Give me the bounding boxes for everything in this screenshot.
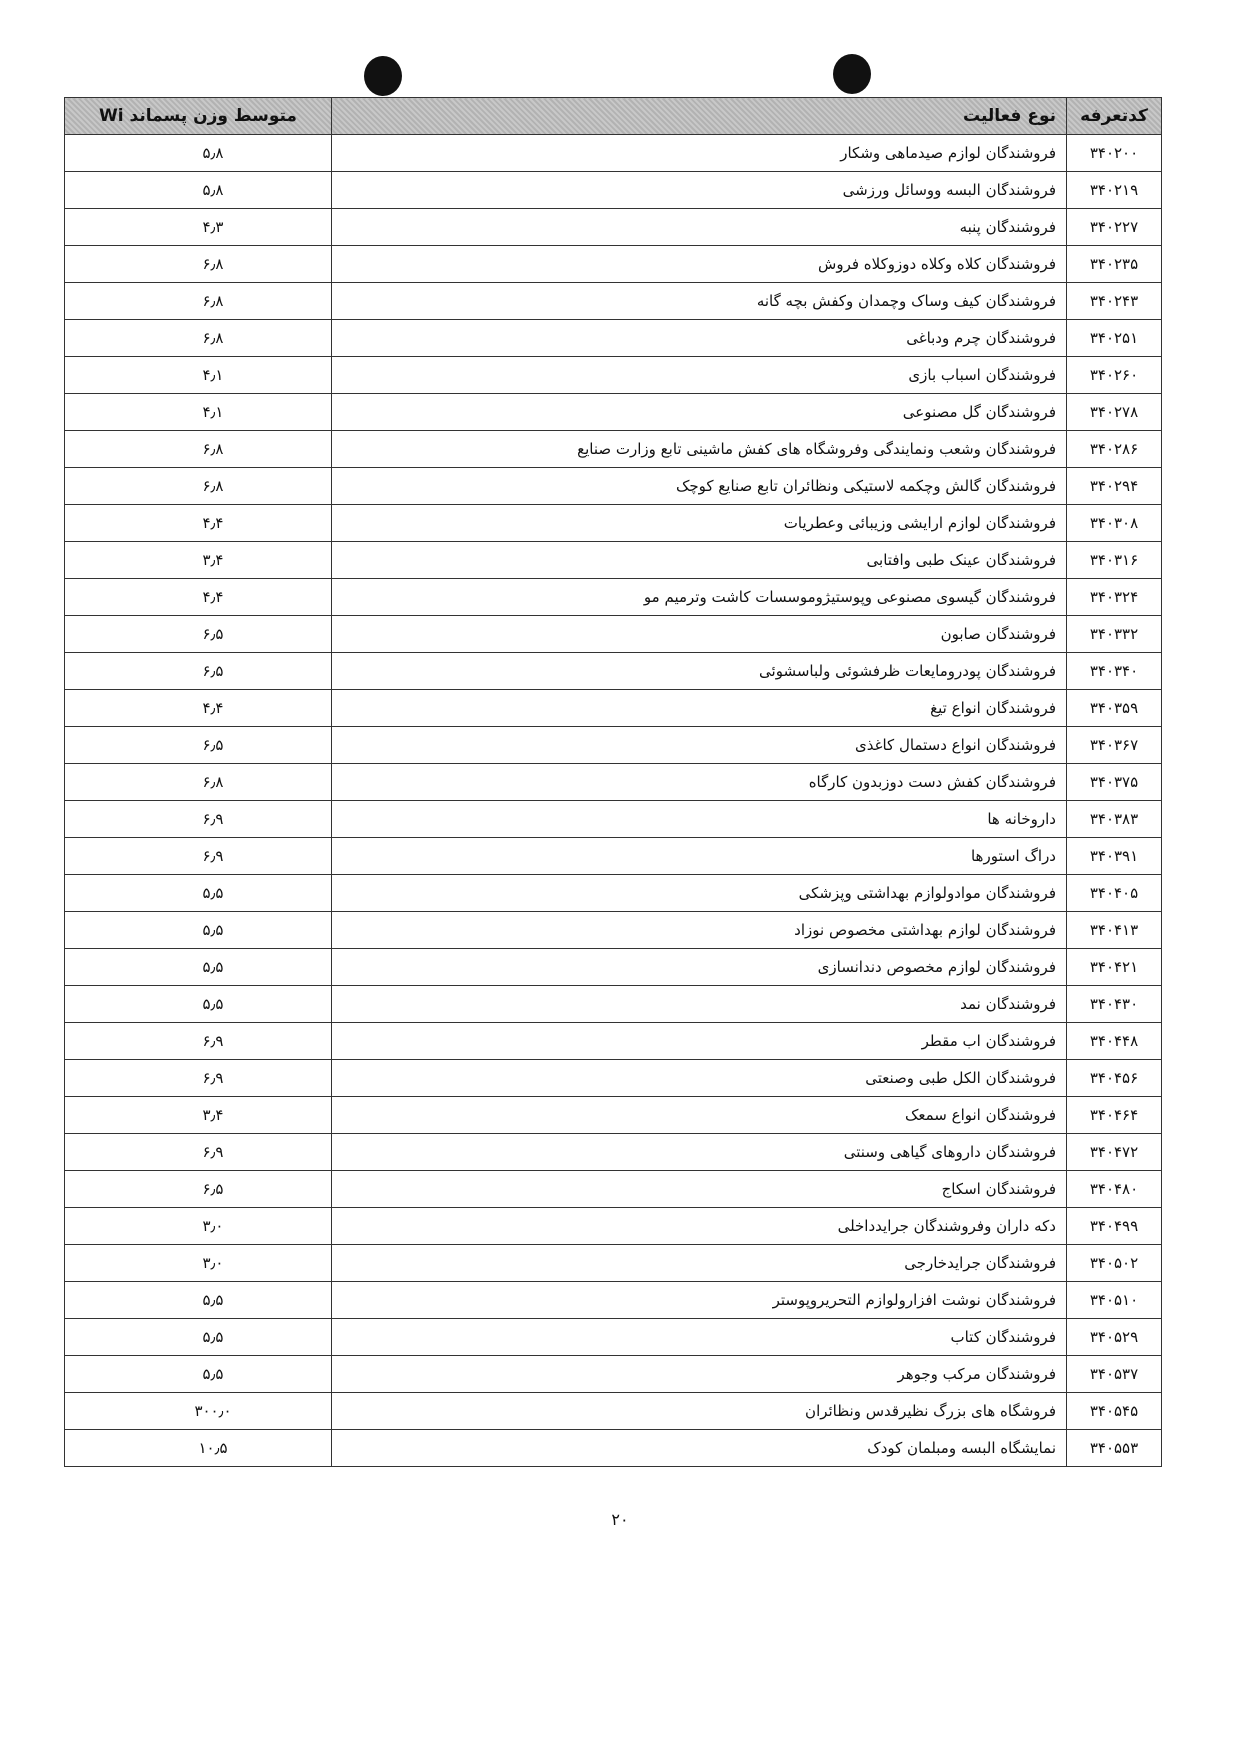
activity-cell: فروشندگان گل مصنوعی	[332, 394, 1067, 431]
waste-weight-cell: ۶٫۸	[65, 320, 332, 357]
tariff-code-cell: ۳۴۰۲۶۰	[1067, 357, 1162, 394]
tariff-code-cell: ۳۴۰۳۲۴	[1067, 579, 1162, 616]
page-number: ۲۰	[611, 1510, 629, 1529]
activity-cell: فروشندگان لوازم بهداشتی مخصوص نوزاد	[332, 912, 1067, 949]
activity-cell: فروشندگان چرم ودباغی	[332, 320, 1067, 357]
activity-cell: فروشندگان پودرومایعات ظرفشوئی ولباسشوئی	[332, 653, 1067, 690]
table-row	[65, 1097, 1162, 1134]
activity-cell: فروشندگان انواع سمعک	[332, 1097, 1067, 1134]
waste-weight-cell: ۶٫۸	[65, 468, 332, 505]
activity-cell: فروشندگان انواع دستمال کاغذی	[332, 727, 1067, 764]
tariff-code-cell: ۳۴۰۳۰۸	[1067, 505, 1162, 542]
waste-weight-cell: ۴٫۴	[65, 579, 332, 616]
tariff-code-cell: ۳۴۰۲۴۳	[1067, 283, 1162, 320]
waste-weight-cell: ۵٫۸	[65, 172, 332, 209]
table-row	[65, 1319, 1162, 1356]
header-code: کدتعرفه	[1067, 98, 1162, 135]
table-header-row	[65, 98, 1162, 135]
activity-cell: فروشندگان نمد	[332, 986, 1067, 1023]
waste-weight-cell: ۶٫۵	[65, 727, 332, 764]
tariff-code-cell: ۳۴۰۲۳۵	[1067, 246, 1162, 283]
table-row	[65, 1430, 1162, 1467]
table-row	[65, 690, 1162, 727]
table-row	[65, 320, 1162, 357]
tariff-code-cell: ۳۴۰۲۰۰	[1067, 135, 1162, 172]
activity-cell: فروشگاه های بزرگ نظیرقدس ونظائران	[332, 1393, 1067, 1430]
tariff-code-cell: ۳۴۰۳۸۳	[1067, 801, 1162, 838]
table-row	[65, 542, 1162, 579]
table-row	[65, 1356, 1162, 1393]
tariff-code-cell: ۳۴۰۲۲۷	[1067, 209, 1162, 246]
tariff-code-cell: ۳۴۰۵۴۵	[1067, 1393, 1162, 1430]
activity-cell: فروشندگان نوشت افزارولوازم التحریروپوستر	[332, 1282, 1067, 1319]
activity-cell: فروشندگان لوازم ارایشی وزیبائی وعطریات	[332, 505, 1067, 542]
tariff-code-cell: ۳۴۰۲۵۱	[1067, 320, 1162, 357]
tariff-code-cell: ۳۴۰۳۷۵	[1067, 764, 1162, 801]
tariff-code-cell: ۳۴۰۳۱۶	[1067, 542, 1162, 579]
activity-cell: فروشندگان جرایدخارجی	[332, 1245, 1067, 1282]
tariff-code-cell: ۳۴۰۴۸۰	[1067, 1171, 1162, 1208]
activity-cell: فروشندگان کلاه وکلاه دوزوکلاه فروش	[332, 246, 1067, 283]
activity-cell: فروشندگان البسه ووسائل ورزشی	[332, 172, 1067, 209]
tariff-code-cell: ۳۴۰۴۷۲	[1067, 1134, 1162, 1171]
waste-weight-cell: ۶٫۹	[65, 1134, 332, 1171]
activity-cell: فروشندگان صابون	[332, 616, 1067, 653]
activity-cell: فروشندگان لوازم صیدماهی وشکار	[332, 135, 1067, 172]
table-row	[65, 986, 1162, 1023]
waste-weight-cell: ۵٫۵	[65, 875, 332, 912]
waste-weight-cell: ۴٫۴	[65, 505, 332, 542]
waste-weight-cell: ۶٫۵	[65, 653, 332, 690]
waste-weight-cell: ۵٫۵	[65, 1356, 332, 1393]
activity-cell: فروشندگان انواع تیغ	[332, 690, 1067, 727]
waste-weight-cell: ۶٫۹	[65, 1060, 332, 1097]
table-row	[65, 135, 1162, 172]
tariff-code-cell: ۳۴۰۵۰۲	[1067, 1245, 1162, 1282]
waste-weight-cell: ۵٫۵	[65, 912, 332, 949]
tariff-code-cell: ۳۴۰۳۵۹	[1067, 690, 1162, 727]
tariff-code-cell: ۳۴۰۴۴۸	[1067, 1023, 1162, 1060]
waste-weight-cell: ۶٫۹	[65, 801, 332, 838]
activity-cell: فروشندگان پنبه	[332, 209, 1067, 246]
waste-weight-cell: ۱۰٫۵	[65, 1430, 332, 1467]
activity-cell: فروشندگان کفش دست دوزبدون کارگاه	[332, 764, 1067, 801]
table-row	[65, 431, 1162, 468]
waste-weight-cell: ۵٫۵	[65, 986, 332, 1023]
activity-cell: فروشندگان داروهای گیاهی وسنتی	[332, 1134, 1067, 1171]
table-row	[65, 764, 1162, 801]
activity-cell: فروشندگان اسباب بازی	[332, 357, 1067, 394]
tariff-code-cell: ۳۴۰۴۲۱	[1067, 949, 1162, 986]
table-row	[65, 357, 1162, 394]
tariff-code-cell: ۳۴۰۴۹۹	[1067, 1208, 1162, 1245]
tariff-code-cell: ۳۴۰۳۹۱	[1067, 838, 1162, 875]
activity-cell: فروشندگان گیسوی مصنوعی وپوستیژوموسسات کاشت وترمیم مو	[332, 579, 1067, 616]
header-activity: نوع فعالیت	[332, 98, 1067, 135]
tariff-code-cell: ۳۴۰۲۹۴	[1067, 468, 1162, 505]
table-row	[65, 505, 1162, 542]
waste-weight-cell: ۳٫۴	[65, 542, 332, 579]
tariff-code-cell: ۳۴۰۵۵۳	[1067, 1430, 1162, 1467]
table-row	[65, 1245, 1162, 1282]
waste-weight-cell: ۳۰۰٫۰	[65, 1393, 332, 1430]
tariff-code-cell: ۳۴۰۴۶۴	[1067, 1097, 1162, 1134]
waste-weight-cell: ۳٫۰	[65, 1245, 332, 1282]
activity-cell: دکه داران وفروشندگان جرایدداخلی	[332, 1208, 1067, 1245]
waste-weight-cell: ۶٫۵	[65, 616, 332, 653]
tariff-code-cell: ۳۴۰۲۸۶	[1067, 431, 1162, 468]
waste-weight-cell: ۶٫۸	[65, 431, 332, 468]
table-row	[65, 394, 1162, 431]
table-row	[65, 1393, 1162, 1430]
activity-cell: فروشندگان لوازم مخصوص دندانسازی	[332, 949, 1067, 986]
tariff-code-cell: ۳۴۰۳۳۲	[1067, 616, 1162, 653]
waste-weight-cell: ۵٫۸	[65, 135, 332, 172]
waste-weight-cell: ۵٫۵	[65, 949, 332, 986]
activity-cell: فروشندگان اسکاج	[332, 1171, 1067, 1208]
table-row	[65, 1060, 1162, 1097]
table-row	[65, 838, 1162, 875]
tariff-code-cell: ۳۴۰۵۲۹	[1067, 1319, 1162, 1356]
tariff-code-cell: ۳۴۰۳۴۰	[1067, 653, 1162, 690]
table-row	[65, 912, 1162, 949]
waste-weight-cell: ۴٫۱	[65, 357, 332, 394]
activity-cell: فروشندگان الکل طبی وصنعتی	[332, 1060, 1067, 1097]
punch-hole-right	[833, 54, 871, 94]
waste-weight-cell: ۴٫۳	[65, 209, 332, 246]
tariff-code-cell: ۳۴۰۴۳۰	[1067, 986, 1162, 1023]
activity-cell: فروشندگان کیف وساک وچمدان وکفش بچه گانه	[332, 283, 1067, 320]
table-row	[65, 616, 1162, 653]
table-row	[65, 1171, 1162, 1208]
table-row	[65, 172, 1162, 209]
activity-cell: فروشندگان اب مقطر	[332, 1023, 1067, 1060]
waste-weight-cell: ۳٫۴	[65, 1097, 332, 1134]
table-row	[65, 579, 1162, 616]
table-row	[65, 468, 1162, 505]
activity-cell: داروخانه ها	[332, 801, 1067, 838]
table-row	[65, 283, 1162, 320]
waste-weight-cell: ۵٫۵	[65, 1282, 332, 1319]
waste-weight-cell: ۶٫۸	[65, 283, 332, 320]
table-row	[65, 1134, 1162, 1171]
table-row	[65, 801, 1162, 838]
tariff-code-cell: ۳۴۰۵۳۷	[1067, 1356, 1162, 1393]
waste-weight-cell: ۴٫۱	[65, 394, 332, 431]
waste-weight-cell: ۶٫۹	[65, 838, 332, 875]
tariff-code-cell: ۳۴۰۳۶۷	[1067, 727, 1162, 764]
tariff-code-cell: ۳۴۰۲۷۸	[1067, 394, 1162, 431]
waste-weight-cell: ۴٫۴	[65, 690, 332, 727]
waste-weight-cell: ۶٫۵	[65, 1171, 332, 1208]
table-row	[65, 246, 1162, 283]
activity-cell: فروشندگان مرکب وجوهر	[332, 1356, 1067, 1393]
activity-cell: فروشندگان گالش وچکمه لاستیکی ونظائران تابع صنایع کوچک	[332, 468, 1067, 505]
table-row	[65, 727, 1162, 764]
table-row	[65, 1282, 1162, 1319]
activity-cell: نمایشگاه البسه ومبلمان کودک	[332, 1430, 1067, 1467]
table-row	[65, 1023, 1162, 1060]
waste-weight-cell: ۵٫۵	[65, 1319, 332, 1356]
activity-cell: فروشندگان کتاب	[332, 1319, 1067, 1356]
waste-weight-cell: ۶٫۹	[65, 1023, 332, 1060]
table-row	[65, 949, 1162, 986]
waste-weight-cell: ۶٫۸	[65, 246, 332, 283]
waste-weight-cell: ۶٫۸	[65, 764, 332, 801]
tariff-code-cell: ۳۴۰۲۱۹	[1067, 172, 1162, 209]
activity-cell: دراگ استورها	[332, 838, 1067, 875]
table-row	[65, 1208, 1162, 1245]
activity-cell: فروشندگان موادولوازم بهداشتی وپزشکی	[332, 875, 1067, 912]
activity-cell: فروشندگان عینک طبی وافتابی	[332, 542, 1067, 579]
tariff-code-cell: ۳۴۰۴۱۳	[1067, 912, 1162, 949]
activity-cell: فروشندگان وشعب ونمایندگی وفروشگاه های کفش ماشینی تابع وزارت صنایع	[332, 431, 1067, 468]
tariff-code-cell: ۳۴۰۴۵۶	[1067, 1060, 1162, 1097]
tariff-code-cell: ۳۴۰۴۰۵	[1067, 875, 1162, 912]
header-weight: متوسط وزن پسماند Wi	[65, 98, 332, 135]
tariff-code-cell: ۳۴۰۵۱۰	[1067, 1282, 1162, 1319]
table-row	[65, 653, 1162, 690]
table-row	[65, 209, 1162, 246]
tariff-table	[64, 97, 1162, 1467]
waste-weight-cell: ۳٫۰	[65, 1208, 332, 1245]
punch-hole-left	[364, 56, 402, 96]
table-row	[65, 875, 1162, 912]
